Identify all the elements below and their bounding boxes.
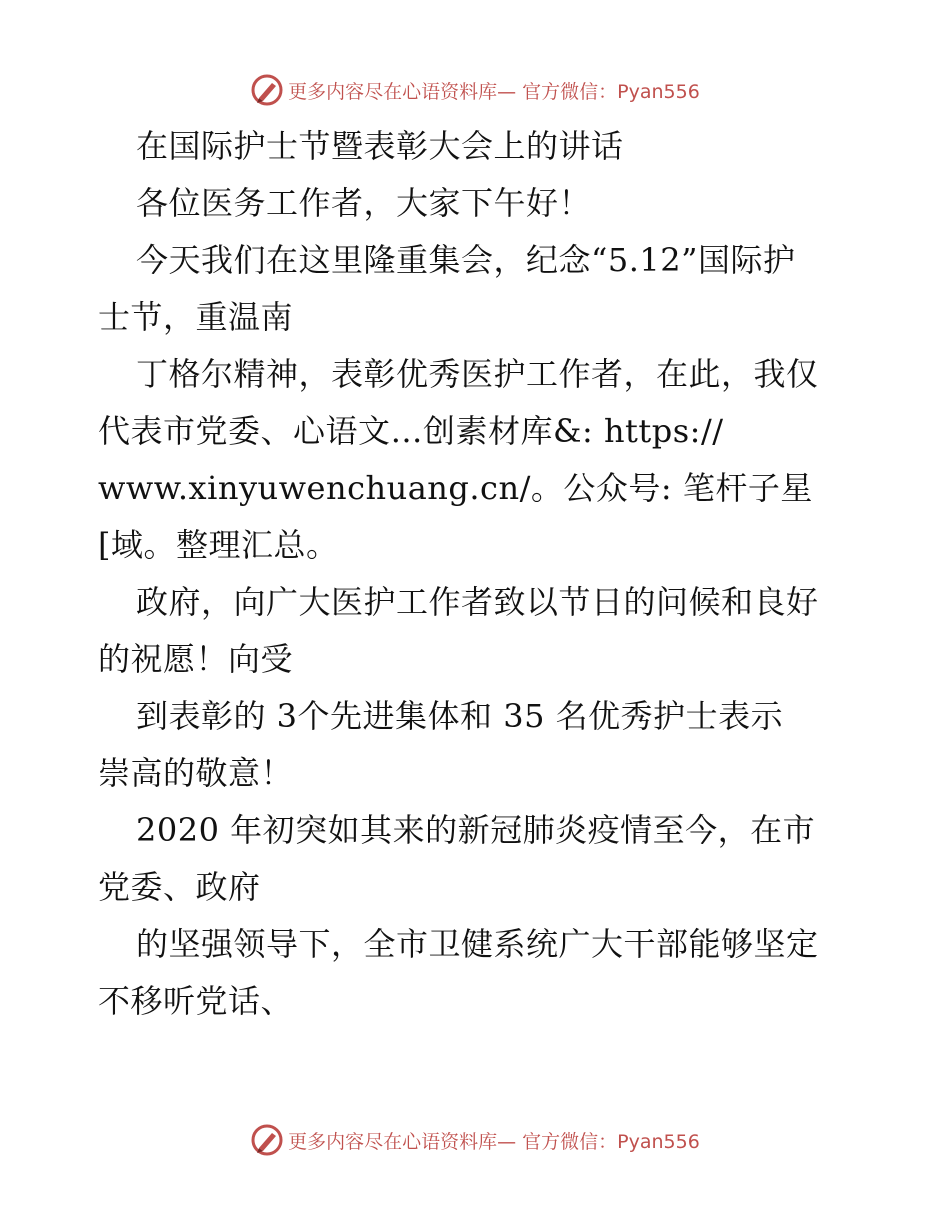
doc-line: 政府，向广大医护工作者致以节日的问候和良好 — [136, 583, 819, 621]
watermark-text: 更多内容尽在心语资料库— — [288, 1130, 517, 1153]
footer-watermark — [0, 1120, 950, 1160]
doc-line: 到表彰的 3个先进集体和 35 名优秀护士表示 — [136, 697, 784, 735]
pen-logo-icon — [250, 73, 284, 107]
doc-line: www.xinyuwenchuang.cn/。公众号: 笔杆子星 — [98, 469, 813, 507]
doc-line: 的祝愿！向受 — [98, 640, 294, 678]
watermark-wechat: 官方微信：Pyan556 — [522, 1130, 700, 1153]
pen-logo-icon — [250, 1123, 284, 1157]
doc-title: 在国际护士节暨表彰大会上的讲话 — [136, 127, 624, 165]
doc-line: 2020 年初突如其来的新冠肺炎疫情至今，在市 — [136, 811, 816, 849]
doc-line: 士节，重温南 — [98, 298, 294, 336]
doc-line: [域。整理汇总。 — [98, 526, 339, 564]
doc-line: 丁格尔精神，表彰优秀医护工作者，在此，我仅 — [136, 355, 819, 393]
document-body — [98, 118, 868, 1030]
header-watermark — [0, 70, 950, 110]
doc-line: 代表市党委、心语文…创素材库&: https:// — [98, 412, 724, 450]
doc-line: 各位医务工作者，大家下午好！ — [136, 184, 592, 222]
doc-line: 崇高的敬意！ — [98, 754, 294, 792]
watermark-wechat: 官方微信：Pyan556 — [522, 80, 700, 103]
doc-line: 今天我们在这里隆重集会，纪念“5.12”国际护 — [136, 241, 796, 279]
doc-line: 党委、政府 — [98, 868, 261, 906]
watermark-text: 更多内容尽在心语资料库— — [288, 80, 517, 103]
doc-line: 的坚强领导下，全市卫健系统广大干部能够坚定 — [136, 925, 819, 963]
doc-line: 不移听党话、 — [98, 982, 294, 1020]
